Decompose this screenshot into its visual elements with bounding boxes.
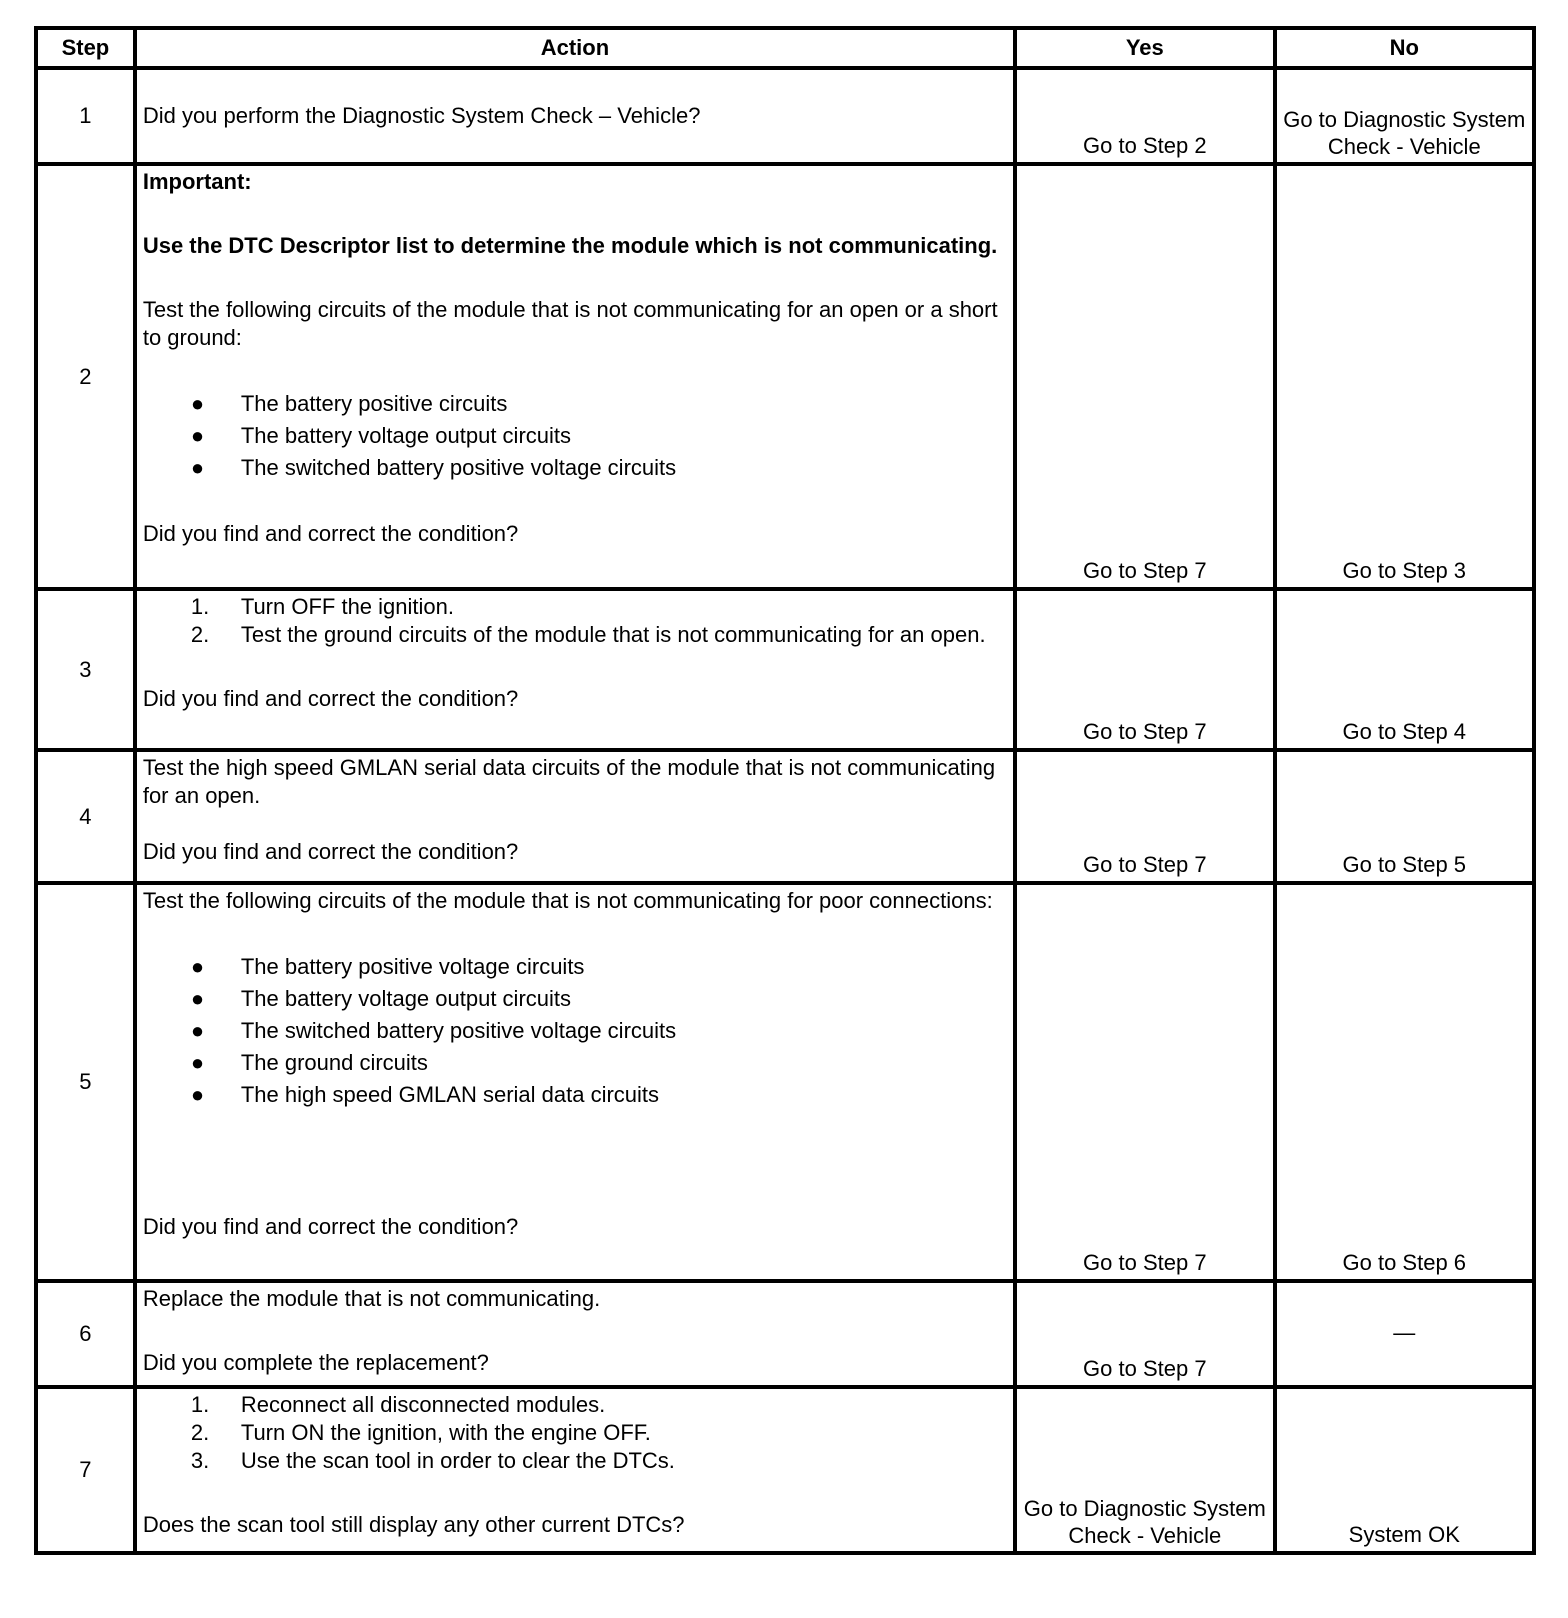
instruction-text: Replace the module that is not communicating. xyxy=(142,1286,601,1311)
table-row-step-4 xyxy=(36,750,1534,883)
important-label: Important: xyxy=(142,169,252,194)
bullet-icon: ● xyxy=(190,1082,205,1107)
action-cell xyxy=(135,1387,1015,1553)
action-cell xyxy=(135,1281,1015,1387)
list-item: 1. Turn OFF the ignition. xyxy=(190,594,454,619)
list-item: ● The high speed GMLAN serial data circuits xyxy=(143,1079,1007,1111)
table-row-step-2 xyxy=(36,164,1534,589)
diagnostic-table xyxy=(34,26,1536,1555)
instruction-text: Test the following circuits of the module that is not communicating for poor connections: xyxy=(142,888,993,913)
step-number: 6 xyxy=(36,1281,135,1387)
question-text: Did you find and correct the condition? xyxy=(142,521,519,546)
question-text: Did you find and correct the condition? xyxy=(142,839,519,864)
list-item: 3. Use the scan tool in order to clear the DTCs. xyxy=(190,1448,675,1473)
table-row-step-3 xyxy=(36,589,1534,750)
instruction-text: Test the following circuits of the module that is not communicating for an open or a short to ground: xyxy=(142,297,998,350)
bullet-list xyxy=(143,951,1007,1111)
list-item: 2. Turn ON the ignition, with the engine OFF. xyxy=(190,1420,651,1445)
action-cell xyxy=(135,68,1015,164)
no-cell: System OK xyxy=(1275,1387,1534,1553)
header-row xyxy=(36,28,1534,68)
no-cell: Go to Step 6 xyxy=(1275,883,1534,1281)
list-item: 2. Test the ground circuits of the module that is not communicating for an open. xyxy=(190,622,986,647)
yes-cell: Go to Step 7 xyxy=(1015,883,1274,1281)
action-cell xyxy=(135,589,1015,750)
no-cell: Go to Step 5 xyxy=(1275,750,1534,883)
no-cell: Go to Diagnostic System Check - Vehicle xyxy=(1275,68,1534,164)
table-row-step-6 xyxy=(36,1281,1534,1387)
list-item: ● The switched battery positive voltage circuits xyxy=(143,452,1007,484)
no-cell: — xyxy=(1275,1281,1534,1387)
bullet-icon: ● xyxy=(190,1018,205,1043)
header-no: No xyxy=(1275,28,1534,68)
instruction-text: Test the high speed GMLAN serial data circuits of the module that is not communicating for an open. xyxy=(142,755,996,808)
bullet-icon: ● xyxy=(190,391,205,416)
action-cell xyxy=(135,164,1015,589)
yes-cell: Go to Step 7 xyxy=(1015,589,1274,750)
step-number: 3 xyxy=(36,589,135,750)
yes-cell: Go to Step 2 xyxy=(1015,68,1274,164)
question-text: Did you perform the Diagnostic System Check – Vehicle? xyxy=(142,103,701,128)
step-number: 1 xyxy=(36,68,135,164)
table-row-step-1 xyxy=(36,68,1534,164)
list-item: ● The switched battery positive voltage circuits xyxy=(143,1015,1007,1047)
yes-cell: Go to Step 7 xyxy=(1015,1281,1274,1387)
no-cell: Go to Step 4 xyxy=(1275,589,1534,750)
list-item: ● The ground circuits xyxy=(143,1047,1007,1079)
list-item: 1. Reconnect all disconnected modules. xyxy=(190,1392,606,1417)
bullet-list xyxy=(143,388,1007,484)
bullet-icon: ● xyxy=(190,455,205,480)
numbered-list xyxy=(143,1391,1007,1475)
table-row-step-7 xyxy=(36,1387,1534,1553)
numbered-list xyxy=(143,593,1007,649)
bullet-icon: ● xyxy=(190,1050,205,1075)
question-text: Did you find and correct the condition? xyxy=(142,686,519,711)
table-row-step-5 xyxy=(36,883,1534,1281)
list-item: ● The battery positive circuits xyxy=(143,388,1007,420)
bullet-icon: ● xyxy=(190,954,205,979)
question-text: Did you complete the replacement? xyxy=(142,1350,489,1375)
header-yes: Yes xyxy=(1015,28,1274,68)
list-item: ● The battery positive voltage circuits xyxy=(143,951,1007,983)
yes-cell: Go to Step 7 xyxy=(1015,164,1274,589)
bullet-icon: ● xyxy=(190,423,205,448)
bullet-icon: ● xyxy=(190,986,205,1011)
important-text: Use the DTC Descriptor list to determine the module which is not communicating. xyxy=(142,233,998,258)
step-number: 5 xyxy=(36,883,135,1281)
step-number: 2 xyxy=(36,164,135,589)
header-step: Step xyxy=(36,28,135,68)
yes-cell: Go to Step 7 xyxy=(1015,750,1274,883)
action-cell xyxy=(135,883,1015,1281)
step-number: 7 xyxy=(36,1387,135,1553)
yes-cell: Go to Diagnostic System Check - Vehicle xyxy=(1015,1387,1274,1553)
question-text: Did you find and correct the condition? xyxy=(142,1214,519,1239)
list-item: ● The battery voltage output circuits xyxy=(143,420,1007,452)
question-text: Does the scan tool still display any other current DTCs? xyxy=(142,1512,685,1537)
list-item: ● The battery voltage output circuits xyxy=(143,983,1007,1015)
step-number: 4 xyxy=(36,750,135,883)
no-cell: Go to Step 3 xyxy=(1275,164,1534,589)
header-action: Action xyxy=(135,28,1015,68)
action-cell xyxy=(135,750,1015,883)
